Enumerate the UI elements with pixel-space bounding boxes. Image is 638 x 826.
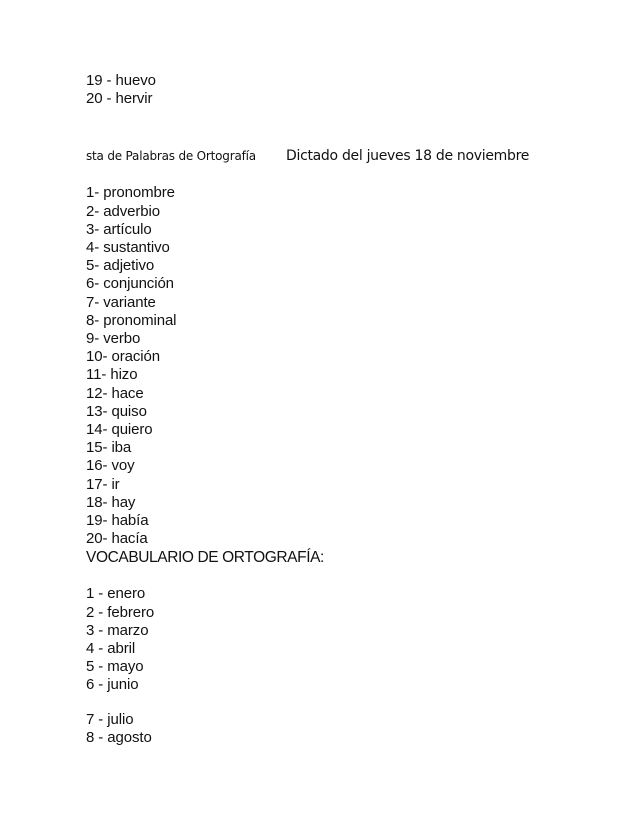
list-item: 7 - julio xyxy=(86,710,134,728)
list-item: 5- adjetivo xyxy=(86,257,155,275)
heading-right: Dictado del jueves 18 de noviembre xyxy=(286,148,530,165)
list-item: 14- quiero xyxy=(86,421,153,439)
vocabulary-list-2 xyxy=(86,711,606,747)
list-item: 2- adverbio xyxy=(86,202,160,220)
list-item: 12- hace xyxy=(86,384,144,402)
vocabulary-title: VOCABULARIO DE ORTOGRAFÍA: xyxy=(86,549,324,567)
list-item: 13- quiso xyxy=(86,402,147,420)
list-item: 6 - junio xyxy=(86,676,139,694)
spacer xyxy=(86,567,606,585)
list-item: 4- sustantivo xyxy=(86,239,170,257)
list-item: 16- voy xyxy=(86,457,135,475)
list-item: 9- verbo xyxy=(86,330,141,348)
list-item: 7- variante xyxy=(86,293,156,311)
list-item: 8- pronominal xyxy=(86,311,177,329)
list-item: 1 - enero xyxy=(86,585,146,603)
list-item: 4 - abril xyxy=(86,640,136,658)
list-item: 3- artículo xyxy=(86,220,152,238)
list-item: 8 - agosto xyxy=(86,728,152,746)
heading-row xyxy=(86,148,606,170)
vocabulary-list-1 xyxy=(86,585,606,694)
list-item: 6- conjunción xyxy=(86,275,174,293)
list-item: 17- ir xyxy=(86,475,120,493)
list-item: 5 - mayo xyxy=(86,658,144,676)
spacer xyxy=(86,108,606,148)
list-item: 15- iba xyxy=(86,439,132,457)
heading-left: sta de Palabras de Ortografía xyxy=(86,149,256,164)
list-item: 1- pronombre xyxy=(86,184,175,202)
dictation-list xyxy=(86,184,606,548)
list-item: 11- hizo xyxy=(86,366,138,384)
list-item: 19 - huevo xyxy=(86,72,156,89)
list-item: 19- había xyxy=(86,512,149,530)
list-item: 20 - hervir xyxy=(86,90,153,108)
list-item: 10- oración xyxy=(86,348,160,366)
spacer xyxy=(86,170,606,184)
top-list xyxy=(86,72,606,108)
list-item: 18- hay xyxy=(86,493,136,511)
list-item: 2 - febrero xyxy=(86,603,155,621)
list-item: 20- hacía xyxy=(86,530,148,548)
spacer xyxy=(86,695,606,711)
list-item: 3 - marzo xyxy=(86,621,149,639)
document-page xyxy=(86,72,606,747)
